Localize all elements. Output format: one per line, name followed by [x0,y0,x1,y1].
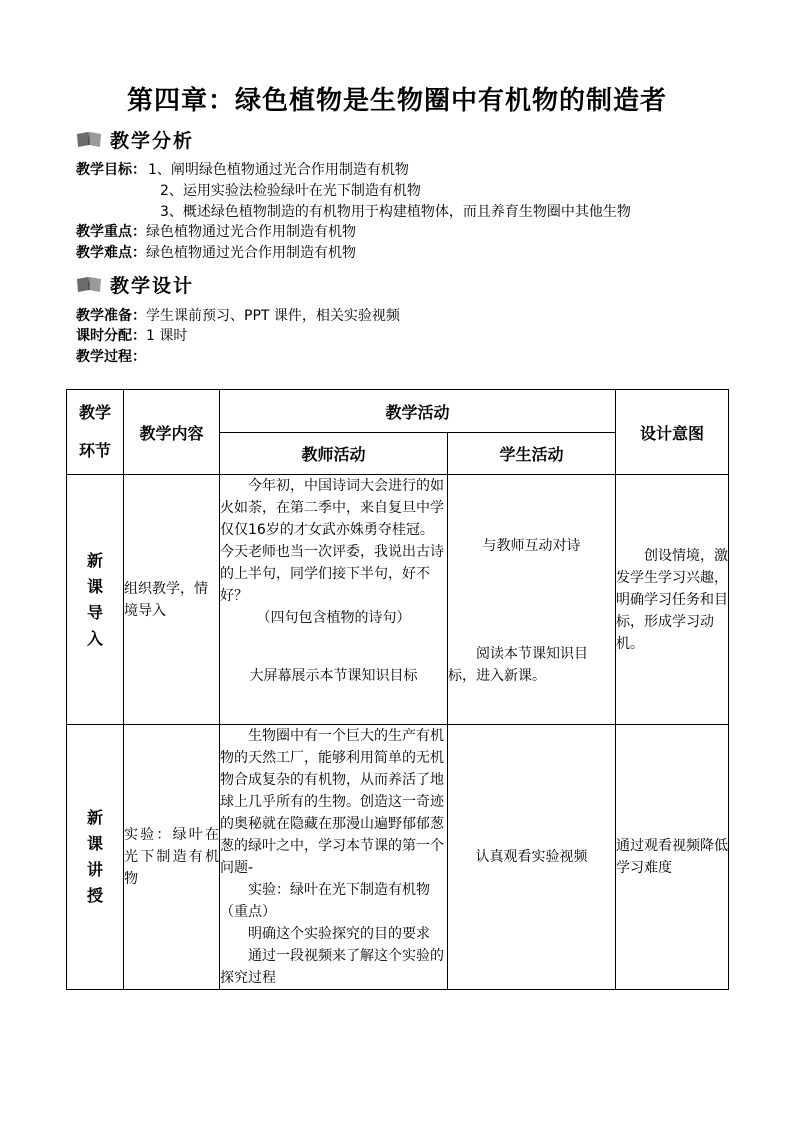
student-cell [448,475,616,725]
content-cell: 组织教学，情境导入 [124,475,220,725]
header-intent: 设计意图 [616,390,729,475]
header-stage-top: 教学 [78,403,111,422]
lesson-plan-table [66,389,729,990]
teacher-paragraph: （四句包含植物的诗句） [256,610,411,626]
preparation-text: 学生课前预习、PPT 课件，相关实验视频 [146,308,400,324]
difficulty-line [76,243,356,263]
header-stage [67,390,124,475]
student-cell [448,725,616,990]
goal-item: 3、概述绿色植物制造的有机物用于构建植物体，而且养育生物圈中其他生物 [160,204,631,220]
teacher-cell [220,475,448,725]
time-label: 课时分配： [76,328,146,344]
stage-cell [67,725,124,990]
header-student: 学生活动 [448,433,616,475]
difficulty-label: 教学难点： [76,245,146,261]
header-content: 教学内容 [124,390,220,475]
section-title: 教学分析 [110,129,195,152]
teacher-paragraph: 通过一段视频来了解这个实验的探究过程 [220,948,444,986]
student-activity: 认真观看实验视频 [475,849,588,865]
time-text: 1 课时 [146,328,188,344]
stage-char: 讲 [86,860,103,879]
page-title: 第四章：绿色植物是生物圈中有机物的制造者 [126,86,667,116]
header-activity: 教学活动 [220,390,616,433]
process-label: 教学过程： [76,349,146,365]
header-teacher: 教师活动 [220,433,448,475]
section-heading-analysis [76,126,194,152]
stage-char: 入 [86,628,103,648]
intent-cell: 通过观看视频降低学习难度 [616,725,729,990]
goal-item: 2、运用实验法检验绿叶在光下制造有机物 [160,183,421,199]
stage-char: 导 [86,602,103,622]
goal-item: 1、阐明绿色植物通过光合作用制造有机物 [148,162,409,178]
teacher-paragraph: 大屏幕展示本节课知识目标 [249,668,418,684]
process-line [76,347,146,367]
header-stage-bottom: 环节 [78,441,111,460]
section-title: 教学设计 [110,274,195,297]
key-point-line [76,222,356,242]
teacher-paragraph: 今年初，中国诗词大会进行的如火如荼，在第二季中，来自复旦中学仅仅16岁的才女武亦姝勇夺桂冠。今天老师也当一次评委，我说出古诗的上半句，同学们接下半句，好不好？ [220,478,444,604]
key-point-label: 教学重点： [76,224,146,240]
content-cell: 实验：绿叶在光下制造有机物 [124,725,220,990]
stage-char: 课 [86,576,103,596]
key-point-text: 绿色植物通过光合作用制造有机物 [146,224,356,240]
teacher-paragraph: 明确这个实验探究的目的要求 [248,926,430,942]
teacher-cell [220,725,448,990]
stage-char: 授 [86,886,103,905]
stage-cell [67,475,124,725]
stage-char: 新 [86,808,103,827]
stage-char: 新 [86,550,103,570]
teacher-paragraph: 实验：绿叶在光下制造有机物（重点） [220,882,430,920]
difficulty-text: 绿色植物通过光合作用制造有机物 [146,245,356,261]
intent-cell: 创设情境，激发学生学习兴趣，明确学习任务和目标，形成学习动机。 [616,475,729,725]
student-activity: 阅读本节课知识目标，进入新课。 [448,646,588,684]
book-icon [76,130,102,148]
preparation-label: 教学准备： [76,308,146,324]
table-header-row [67,390,729,433]
time-line [76,326,187,346]
student-activity: 与教师互动对诗 [482,538,581,554]
table-row [67,725,729,990]
teaching-goal-line [76,160,409,180]
section-heading-design [76,271,194,297]
preparation-line [76,306,400,326]
stage-char: 课 [86,834,103,853]
teacher-paragraph: 生物圈中有一个巨大的生产有机物的天然工厂，能够利用简单的无机物合成复杂的有机物，从而养活了地球上几乎所有的生物。创造这一奇迹的奥秘就在隐藏在那漫山遍野郁郁葱葱的绿叶之中，学习本节课的第一个问题- [220,728,444,876]
table-row [67,475,729,725]
book-icon [76,275,102,293]
goal-label: 教学目标： [76,162,146,178]
